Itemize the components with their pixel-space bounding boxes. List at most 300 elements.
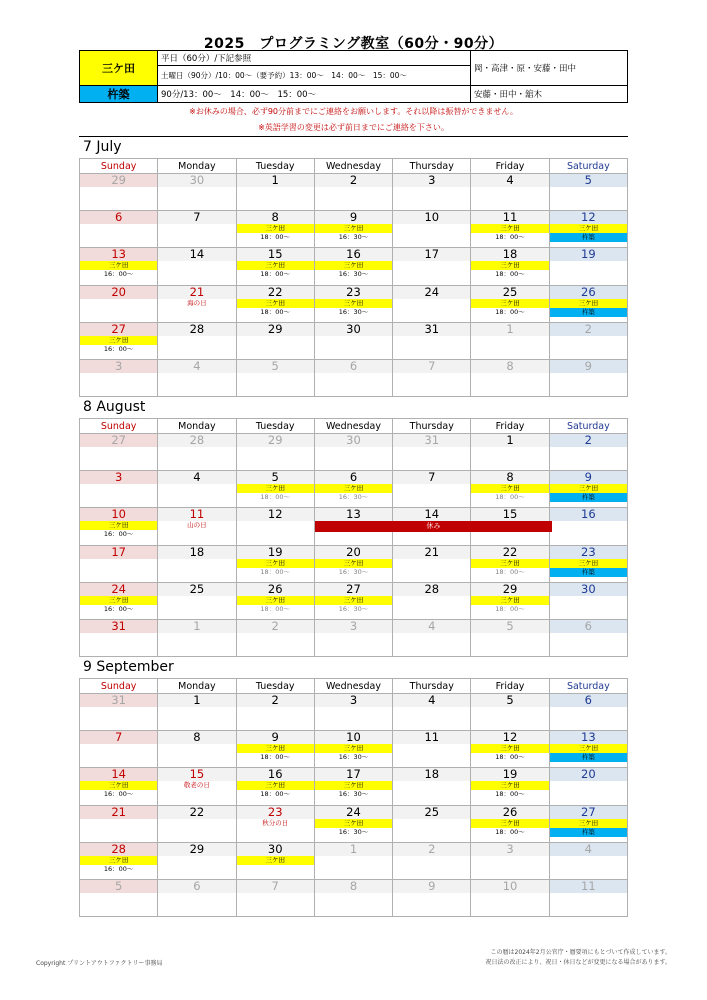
notice-cancel: ※お休みの場合、必ず90分前までにご連絡をお願いします。それ以降は振替ができません。	[189, 107, 518, 116]
day-number: 16	[237, 768, 314, 781]
mikata-class-label: 三ケ田	[471, 596, 548, 605]
weekday-header: Saturday	[549, 419, 627, 434]
day-cell	[549, 619, 627, 656]
calendar-september	[79, 678, 628, 917]
day-number: 6	[550, 694, 627, 707]
day-cell	[549, 731, 627, 768]
day-number: 3	[471, 843, 548, 856]
day-cell	[314, 768, 392, 805]
day-cell	[158, 805, 236, 842]
day-number: 10	[393, 211, 470, 224]
day-number: 4	[393, 694, 470, 707]
day-number: 12	[550, 211, 627, 224]
day-number: 30	[237, 843, 314, 856]
day-number: 13	[80, 248, 157, 261]
day-number: 23	[237, 806, 314, 819]
kinezuki-class-label: 杵築	[550, 233, 627, 242]
mikata-class-label: 三ケ田	[550, 299, 627, 308]
class-time-label: 18：00～	[495, 270, 525, 279]
day-cell	[236, 619, 314, 656]
day-cell	[236, 842, 314, 879]
class-time-label: 16：00～	[103, 270, 134, 279]
day-cell	[158, 619, 236, 656]
mikata-class-label: 三ケ田	[315, 744, 392, 753]
mikata-class-label: 三ケ田	[315, 559, 392, 568]
holiday-label: 山の日	[187, 521, 207, 530]
day-cell	[236, 285, 314, 322]
class-time-label: 16：00～	[103, 864, 134, 873]
location-mikata: 三ケ田	[80, 51, 158, 86]
day-cell	[471, 322, 549, 359]
day-cell	[393, 768, 471, 805]
day-cell	[393, 805, 471, 842]
day-number: 4	[550, 843, 627, 856]
day-number: 15	[158, 768, 235, 781]
class-time-label: 16：30～	[338, 790, 369, 799]
day-number: 16	[550, 508, 627, 521]
class-time-label: 16：00～	[103, 530, 134, 539]
class-time-label: 16：30～	[338, 493, 369, 502]
day-cell	[471, 285, 549, 322]
day-number: 31	[393, 434, 470, 447]
day-cell	[236, 694, 314, 731]
day-number: 22	[237, 286, 314, 299]
day-cell	[80, 508, 158, 545]
day-cell	[471, 879, 549, 916]
day-cell	[236, 359, 314, 396]
page-title: 2025 プログラミング教室（60分・90分）	[203, 36, 504, 52]
day-cell	[393, 582, 471, 619]
day-number: 9	[550, 471, 627, 484]
day-number: 8	[158, 731, 235, 744]
mikata-class-label: 三ケ田	[80, 781, 157, 790]
day-number: 18	[471, 248, 548, 261]
day-number: 8	[237, 211, 314, 224]
day-number: 9	[550, 360, 627, 373]
day-number: 8	[471, 360, 548, 373]
day-cell	[471, 434, 549, 471]
day-cell	[314, 619, 392, 656]
weekday-header: Sunday	[80, 159, 158, 174]
class-time-label: 18：00～	[495, 790, 525, 799]
day-cell	[80, 359, 158, 396]
day-cell	[80, 434, 158, 471]
day-number: 28	[80, 843, 157, 856]
day-number: 13	[550, 731, 627, 744]
day-cell	[549, 694, 627, 731]
day-cell	[393, 471, 471, 508]
day-number: 5	[237, 471, 314, 484]
day-cell	[80, 285, 158, 322]
day-number: 14	[393, 508, 470, 521]
day-number: 10	[315, 731, 392, 744]
class-time-label: 16：30～	[338, 233, 369, 242]
day-cell	[80, 731, 158, 768]
day-number: 15	[237, 248, 314, 261]
weekday-header: Tuesday	[236, 679, 314, 694]
weekday-header: Friday	[471, 419, 549, 434]
class-time-label: 18：00～	[260, 753, 290, 762]
day-number: 18	[158, 546, 235, 559]
class-time-label: 16：30～	[338, 307, 369, 316]
day-cell	[158, 434, 236, 471]
weekday-header: Thursday	[393, 419, 471, 434]
footer-note	[485, 948, 671, 968]
day-number: 25	[158, 583, 235, 596]
day-cell	[393, 211, 471, 248]
mikata-class-label: 三ケ田	[315, 261, 392, 270]
day-number: 3	[80, 360, 157, 373]
mikata-teachers: 岡・高津・原・安藤・田中	[471, 51, 628, 86]
day-number: 27	[315, 583, 392, 596]
day-cell	[393, 842, 471, 879]
day-cell	[471, 731, 549, 768]
day-cell	[236, 434, 314, 471]
day-cell	[158, 842, 236, 879]
day-cell	[549, 434, 627, 471]
class-time-label: 18：00～	[260, 270, 290, 279]
day-cell	[236, 768, 314, 805]
mikata-class-label: 三ケ田	[550, 744, 627, 753]
day-number: 2	[393, 843, 470, 856]
weekday-header: Wednesday	[314, 159, 392, 174]
day-number: 17	[315, 768, 392, 781]
class-time-label: 16：00～	[103, 790, 134, 799]
mikata-class-label: 三ケ田	[80, 261, 157, 270]
day-cell	[236, 174, 314, 211]
day-number: 14	[80, 768, 157, 781]
weekday-header: Friday	[471, 679, 549, 694]
day-number: 2	[315, 174, 392, 187]
day-cell	[158, 471, 236, 508]
day-cell	[471, 619, 549, 656]
day-cell	[158, 359, 236, 396]
closed-banner: 休み	[315, 521, 552, 532]
day-number: 2	[550, 323, 627, 336]
day-cell	[158, 582, 236, 619]
day-number: 2	[237, 620, 314, 633]
mikata-weekday-schedule: 平日（60分）/下記参照	[158, 51, 471, 66]
mikata-class-label: 三ケ田	[315, 484, 392, 493]
mikata-class-label: 三ケ田	[315, 596, 392, 605]
day-cell	[471, 694, 549, 731]
day-number: 4	[471, 174, 548, 187]
day-cell	[314, 842, 392, 879]
class-time-label: 18：00～	[495, 233, 525, 242]
day-cell	[314, 322, 392, 359]
day-number: 5	[471, 694, 548, 707]
day-number: 1	[471, 434, 548, 447]
day-number: 20	[550, 768, 627, 781]
day-cell	[549, 545, 627, 582]
day-number: 30	[550, 583, 627, 596]
day-cell	[80, 211, 158, 248]
class-time-label: 16：30～	[338, 827, 369, 836]
day-cell	[549, 768, 627, 805]
class-time-label: 16：00～	[103, 344, 134, 353]
day-cell	[393, 248, 471, 285]
day-cell	[236, 211, 314, 248]
day-number: 23	[550, 546, 627, 559]
day-cell	[549, 248, 627, 285]
day-cell	[314, 174, 392, 211]
day-number: 19	[550, 248, 627, 261]
day-number: 4	[393, 620, 470, 633]
day-cell	[80, 248, 158, 285]
day-cell	[80, 545, 158, 582]
day-number: 18	[393, 768, 470, 781]
mikata-class-label: 三ケ田	[80, 856, 157, 865]
day-cell	[471, 842, 549, 879]
day-cell	[471, 471, 549, 508]
weekday-header: Wednesday	[314, 419, 392, 434]
day-cell	[314, 879, 392, 916]
day-cell	[80, 174, 158, 211]
mikata-class-label: 三ケ田	[237, 261, 314, 270]
day-number: 7	[80, 731, 157, 744]
day-number: 30	[315, 434, 392, 447]
day-cell	[471, 174, 549, 211]
footer-note-line1: この暦は2024年2月公官庁・暦要項にもとづいて作成しています。	[490, 949, 671, 956]
class-time-label: 16：00～	[103, 604, 134, 613]
day-cell	[471, 805, 549, 842]
day-number: 28	[158, 434, 235, 447]
day-number: 27	[80, 434, 157, 447]
day-cell	[158, 285, 236, 322]
day-cell	[471, 359, 549, 396]
day-cell	[393, 174, 471, 211]
mikata-class-label: 三ケ田	[237, 559, 314, 568]
calendar-grid	[79, 418, 628, 657]
kinezuki-class-label: 杵築	[550, 308, 627, 317]
day-number: 26	[550, 286, 627, 299]
day-cell	[549, 879, 627, 916]
day-number: 17	[80, 546, 157, 559]
day-cell	[549, 359, 627, 396]
day-number: 4	[158, 471, 235, 484]
class-time-label: 18：00～	[260, 493, 290, 502]
day-number: 9	[393, 880, 470, 893]
day-number: 2	[550, 434, 627, 447]
day-cell	[393, 879, 471, 916]
copyright: Copyright プリントアウトファクトリー事務局	[36, 960, 163, 967]
day-number: 11	[158, 508, 235, 521]
notice-english: ※英語学習の変更は必ず前日までにご連絡を下さい。	[258, 123, 449, 132]
mikata-class-label: 三ケ田	[80, 336, 157, 345]
holiday-label: 海の日	[187, 298, 207, 307]
day-number: 28	[158, 323, 235, 336]
day-number: 6	[158, 880, 235, 893]
class-time-label: 18：00～	[260, 567, 290, 576]
day-number: 1	[471, 323, 548, 336]
class-time-label: 18：00～	[495, 567, 525, 576]
day-cell	[314, 434, 392, 471]
day-number: 17	[393, 248, 470, 261]
day-cell	[471, 545, 549, 582]
day-cell	[393, 434, 471, 471]
holiday-label: 秋分の日	[262, 818, 289, 827]
location-kinezuki: 杵築	[80, 86, 158, 103]
day-cell	[393, 731, 471, 768]
day-cell	[80, 582, 158, 619]
day-cell	[236, 545, 314, 582]
day-cell	[314, 471, 392, 508]
kinezuki-class-label: 杵築	[550, 493, 627, 502]
day-number: 29	[471, 583, 548, 596]
day-cell	[549, 322, 627, 359]
class-time-label: 18：00～	[495, 753, 525, 762]
mikata-class-label: 三ケ田	[315, 299, 392, 308]
day-number: 2	[237, 694, 314, 707]
day-cell	[236, 731, 314, 768]
day-cell	[549, 805, 627, 842]
mikata-class-label: 三ケ田	[471, 224, 548, 233]
day-cell	[393, 694, 471, 731]
footer-note-line2: 祝日法の改正により、祝日・休日などが変更になる場合があります。	[485, 959, 671, 966]
day-cell	[236, 322, 314, 359]
day-number: 20	[315, 546, 392, 559]
day-number: 7	[158, 211, 235, 224]
day-cell	[158, 879, 236, 916]
calendar-grid	[79, 158, 628, 397]
day-cell	[80, 768, 158, 805]
day-number: 10	[471, 880, 548, 893]
day-number: 28	[393, 583, 470, 596]
day-number: 5	[550, 174, 627, 187]
weekday-header: Thursday	[393, 679, 471, 694]
day-number: 9	[237, 731, 314, 744]
day-cell	[80, 879, 158, 916]
mikata-class-label: 三ケ田	[237, 484, 314, 493]
day-number: 27	[550, 806, 627, 819]
mikata-class-label: 三ケ田	[550, 224, 627, 233]
day-cell	[236, 508, 314, 545]
day-number: 1	[158, 694, 235, 707]
day-number: 1	[158, 620, 235, 633]
day-number: 30	[158, 174, 235, 187]
mikata-class-label: 三ケ田	[237, 856, 314, 865]
day-cell	[314, 359, 392, 396]
day-cell	[158, 174, 236, 211]
day-cell	[158, 731, 236, 768]
day-cell	[314, 211, 392, 248]
mikata-class-label: 三ケ田	[471, 819, 548, 828]
day-cell	[236, 471, 314, 508]
day-number: 8	[315, 880, 392, 893]
day-number: 8	[471, 471, 548, 484]
day-number: 7	[393, 471, 470, 484]
day-number: 29	[237, 323, 314, 336]
calendar-august	[79, 418, 628, 657]
day-number: 11	[550, 880, 627, 893]
day-number: 14	[158, 248, 235, 261]
class-time-label: 18：00～	[260, 790, 290, 799]
day-number: 21	[393, 546, 470, 559]
day-number: 7	[393, 360, 470, 373]
calendar-grid	[79, 678, 628, 917]
day-cell	[80, 842, 158, 879]
class-time-label: 18：00～	[260, 233, 290, 242]
day-number: 3	[315, 694, 392, 707]
mikata-class-label: 三ケ田	[550, 484, 627, 493]
day-cell	[314, 731, 392, 768]
day-number: 22	[158, 806, 235, 819]
day-number: 24	[393, 286, 470, 299]
weekday-header: Saturday	[549, 679, 627, 694]
kinezuki-class-label: 杵築	[550, 568, 627, 577]
day-cell	[80, 805, 158, 842]
mikata-class-label: 三ケ田	[315, 819, 392, 828]
weekday-header: Sunday	[80, 679, 158, 694]
day-number: 29	[158, 843, 235, 856]
weekday-header: Tuesday	[236, 419, 314, 434]
day-number: 30	[315, 323, 392, 336]
day-number: 24	[315, 806, 392, 819]
day-number: 5	[237, 360, 314, 373]
mikata-weekend-schedule: 土曜日（90分）/10：00～（要予約）13：00～ 14：00～ 15：00～	[158, 66, 471, 86]
day-cell	[236, 805, 314, 842]
kinezuki-class-label: 杵築	[550, 828, 627, 837]
day-cell	[393, 322, 471, 359]
mikata-class-label: 三ケ田	[550, 819, 627, 828]
day-number: 13	[315, 508, 392, 521]
mikata-class-label: 三ケ田	[550, 559, 627, 568]
kinezuki-teachers: 安藤・田中・舘木	[471, 86, 628, 103]
day-cell	[471, 211, 549, 248]
mikata-class-label: 三ケ田	[237, 224, 314, 233]
day-number: 29	[80, 174, 157, 187]
day-cell	[314, 694, 392, 731]
day-cell	[158, 768, 236, 805]
class-time-label: 18：00～	[260, 604, 290, 613]
day-number: 7	[237, 880, 314, 893]
day-number: 3	[393, 174, 470, 187]
day-number: 26	[237, 583, 314, 596]
day-cell	[549, 508, 627, 545]
day-cell	[314, 805, 392, 842]
mikata-class-label: 三ケ田	[471, 781, 548, 790]
day-number: 6	[550, 620, 627, 633]
day-cell	[158, 694, 236, 731]
weekday-header: Monday	[158, 419, 236, 434]
day-cell	[549, 582, 627, 619]
day-number: 12	[471, 731, 548, 744]
kinezuki-class-label: 杵築	[550, 753, 627, 762]
mikata-class-label: 三ケ田	[471, 484, 548, 493]
day-cell	[80, 694, 158, 731]
day-cell	[393, 545, 471, 582]
day-number: 12	[237, 508, 314, 521]
day-number: 29	[237, 434, 314, 447]
day-number: 31	[80, 620, 157, 633]
day-number: 23	[315, 286, 392, 299]
day-cell	[158, 508, 236, 545]
day-number: 19	[471, 768, 548, 781]
day-cell	[549, 471, 627, 508]
day-cell	[80, 619, 158, 656]
day-number: 6	[315, 471, 392, 484]
day-cell	[80, 322, 158, 359]
day-cell	[158, 322, 236, 359]
weekday-header: Friday	[471, 159, 549, 174]
class-time-label: 18：00～	[495, 493, 525, 502]
day-number: 4	[158, 360, 235, 373]
day-number: 22	[471, 546, 548, 559]
class-time-label: 18：00～	[260, 307, 290, 316]
day-number: 25	[393, 806, 470, 819]
day-number: 5	[80, 880, 157, 893]
day-number: 20	[80, 286, 157, 299]
